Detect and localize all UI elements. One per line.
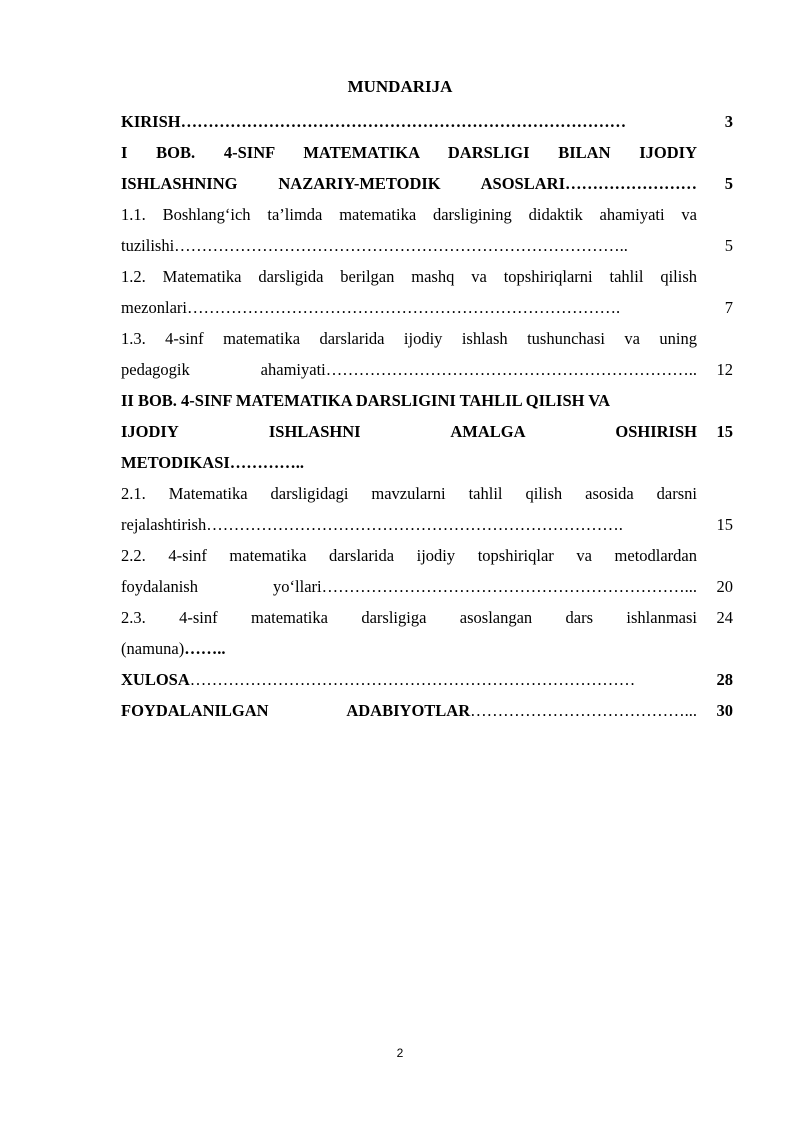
toc-entry-section-1-3[interactable] xyxy=(121,323,733,385)
toc-entry-line: foydalanish yo‘llari…………………………………………………………... xyxy=(121,577,697,596)
toc-entry-text xyxy=(121,137,697,199)
toc-entry-text xyxy=(121,602,697,664)
toc-entry-text xyxy=(121,385,697,478)
toc-entry-section-1-1[interactable] xyxy=(121,199,733,261)
toc-entry-line: KIRISH……………………………………………………………………… xyxy=(121,112,627,131)
toc-entry-page-number: 20 xyxy=(716,577,733,596)
toc-entry-line: tuzilishi……………………………………………………………………….. xyxy=(121,236,628,255)
toc-entry-line: 2.3. 4-sinf matematika darsligiga asoslangan dars ishlanmasi xyxy=(121,608,697,627)
toc-entry-line: I BOB. 4-SINF MATEMATIKA DARSLIGI BILAN IJODIY xyxy=(121,143,697,162)
toc-entry-heading: FOYDALANILGAN ADABIYOTLAR xyxy=(121,701,471,720)
toc-entry-page-number: 30 xyxy=(716,701,733,720)
toc-entry-line: 1.2. Matematika darsligida berilgan mashq va topshiriqlarni tahlil qilish xyxy=(121,267,697,286)
toc-entry-page-number: 15 xyxy=(716,422,733,441)
toc-entry-leader-dots: ……………………………………………………………………… xyxy=(189,670,636,689)
toc-entry-line: 1.3. 4-sinf matematika darslarida ijodiy ishlash tushunchasi va uning xyxy=(121,329,697,348)
toc-entry-line xyxy=(121,664,697,695)
toc-entry-line: mezonlari……………………………………………………………………. xyxy=(121,298,621,317)
table-of-contents xyxy=(121,106,733,726)
toc-entry-page-number: 15 xyxy=(716,515,733,534)
toc-entry-line xyxy=(121,633,697,664)
toc-entry-kirish[interactable] xyxy=(121,106,733,137)
toc-entry-line: METODIKASI………….. xyxy=(121,453,305,472)
toc-entry-section-2-1[interactable] xyxy=(121,478,733,540)
toc-entry-text xyxy=(121,199,697,261)
toc-entry-page-number: 5 xyxy=(724,236,733,255)
toc-entry-references[interactable] xyxy=(121,695,733,726)
toc-title: MUNDARIJA xyxy=(347,77,453,96)
toc-entry-text xyxy=(121,540,697,602)
toc-entry-line: 2.1. Matematika darsligidagi mavzularni tahlil qilish asosida darsni xyxy=(121,484,697,503)
page-number: 2 xyxy=(396,1046,404,1060)
toc-entry-text xyxy=(121,478,697,540)
toc-entry-line: 1.1. Boshlang‘ich ta’limda matematika darsligining didaktik ahamiyati va xyxy=(121,205,697,224)
toc-entry-page-number: 3 xyxy=(724,112,733,131)
toc-entry-chapter-1[interactable] xyxy=(121,137,733,199)
toc-entry-xulosa[interactable] xyxy=(121,664,733,695)
toc-entry-page-number: 24 xyxy=(716,608,733,627)
toc-entry-page-number: 28 xyxy=(716,670,733,689)
toc-entry-line: IJODIY ISHLASHNI AMALGA OSHIRISH xyxy=(121,422,697,441)
toc-entry-text xyxy=(121,261,697,323)
toc-entry-chapter-2[interactable] xyxy=(121,385,733,478)
toc-entry-line: ISHLASHNING NAZARIY-METODIK ASOSLARI…………………… xyxy=(121,174,697,193)
toc-entry-section-2-3[interactable] xyxy=(121,602,733,664)
toc-entry-line: pedagogik ahamiyati………………………………………………………….. xyxy=(121,360,697,379)
toc-entry-line xyxy=(121,695,697,726)
toc-entry-line: rejalashtirish…………………………………………………………………. xyxy=(121,515,623,534)
toc-entry-text xyxy=(121,664,697,695)
toc-entry-line: 2.2. 4-sinf matematika darslarida ijodiy topshiriqlar va metodlardan xyxy=(121,546,697,565)
toc-entry-text xyxy=(121,695,697,726)
toc-entry-section-1-2[interactable] xyxy=(121,261,733,323)
toc-entry-namuna: (namuna) xyxy=(121,639,185,658)
toc-entry-page-number: 7 xyxy=(724,298,733,317)
toc-entry-heading: XULOSA xyxy=(121,670,190,689)
toc-entry-text xyxy=(121,106,697,137)
toc-entry-text xyxy=(121,323,697,385)
toc-entry-section-2-2[interactable] xyxy=(121,540,733,602)
toc-entry-page-number: 5 xyxy=(724,174,733,193)
toc-entry-leader-dots: …………………………………... xyxy=(470,701,697,720)
toc-entry-page-number: 12 xyxy=(716,360,733,379)
toc-entry-line: II BOB. 4-SINF MATEMATIKA DARSLIGINI TAHLIL QILISH VA xyxy=(121,391,611,410)
toc-entry-leader-dots: …….. xyxy=(184,639,226,658)
